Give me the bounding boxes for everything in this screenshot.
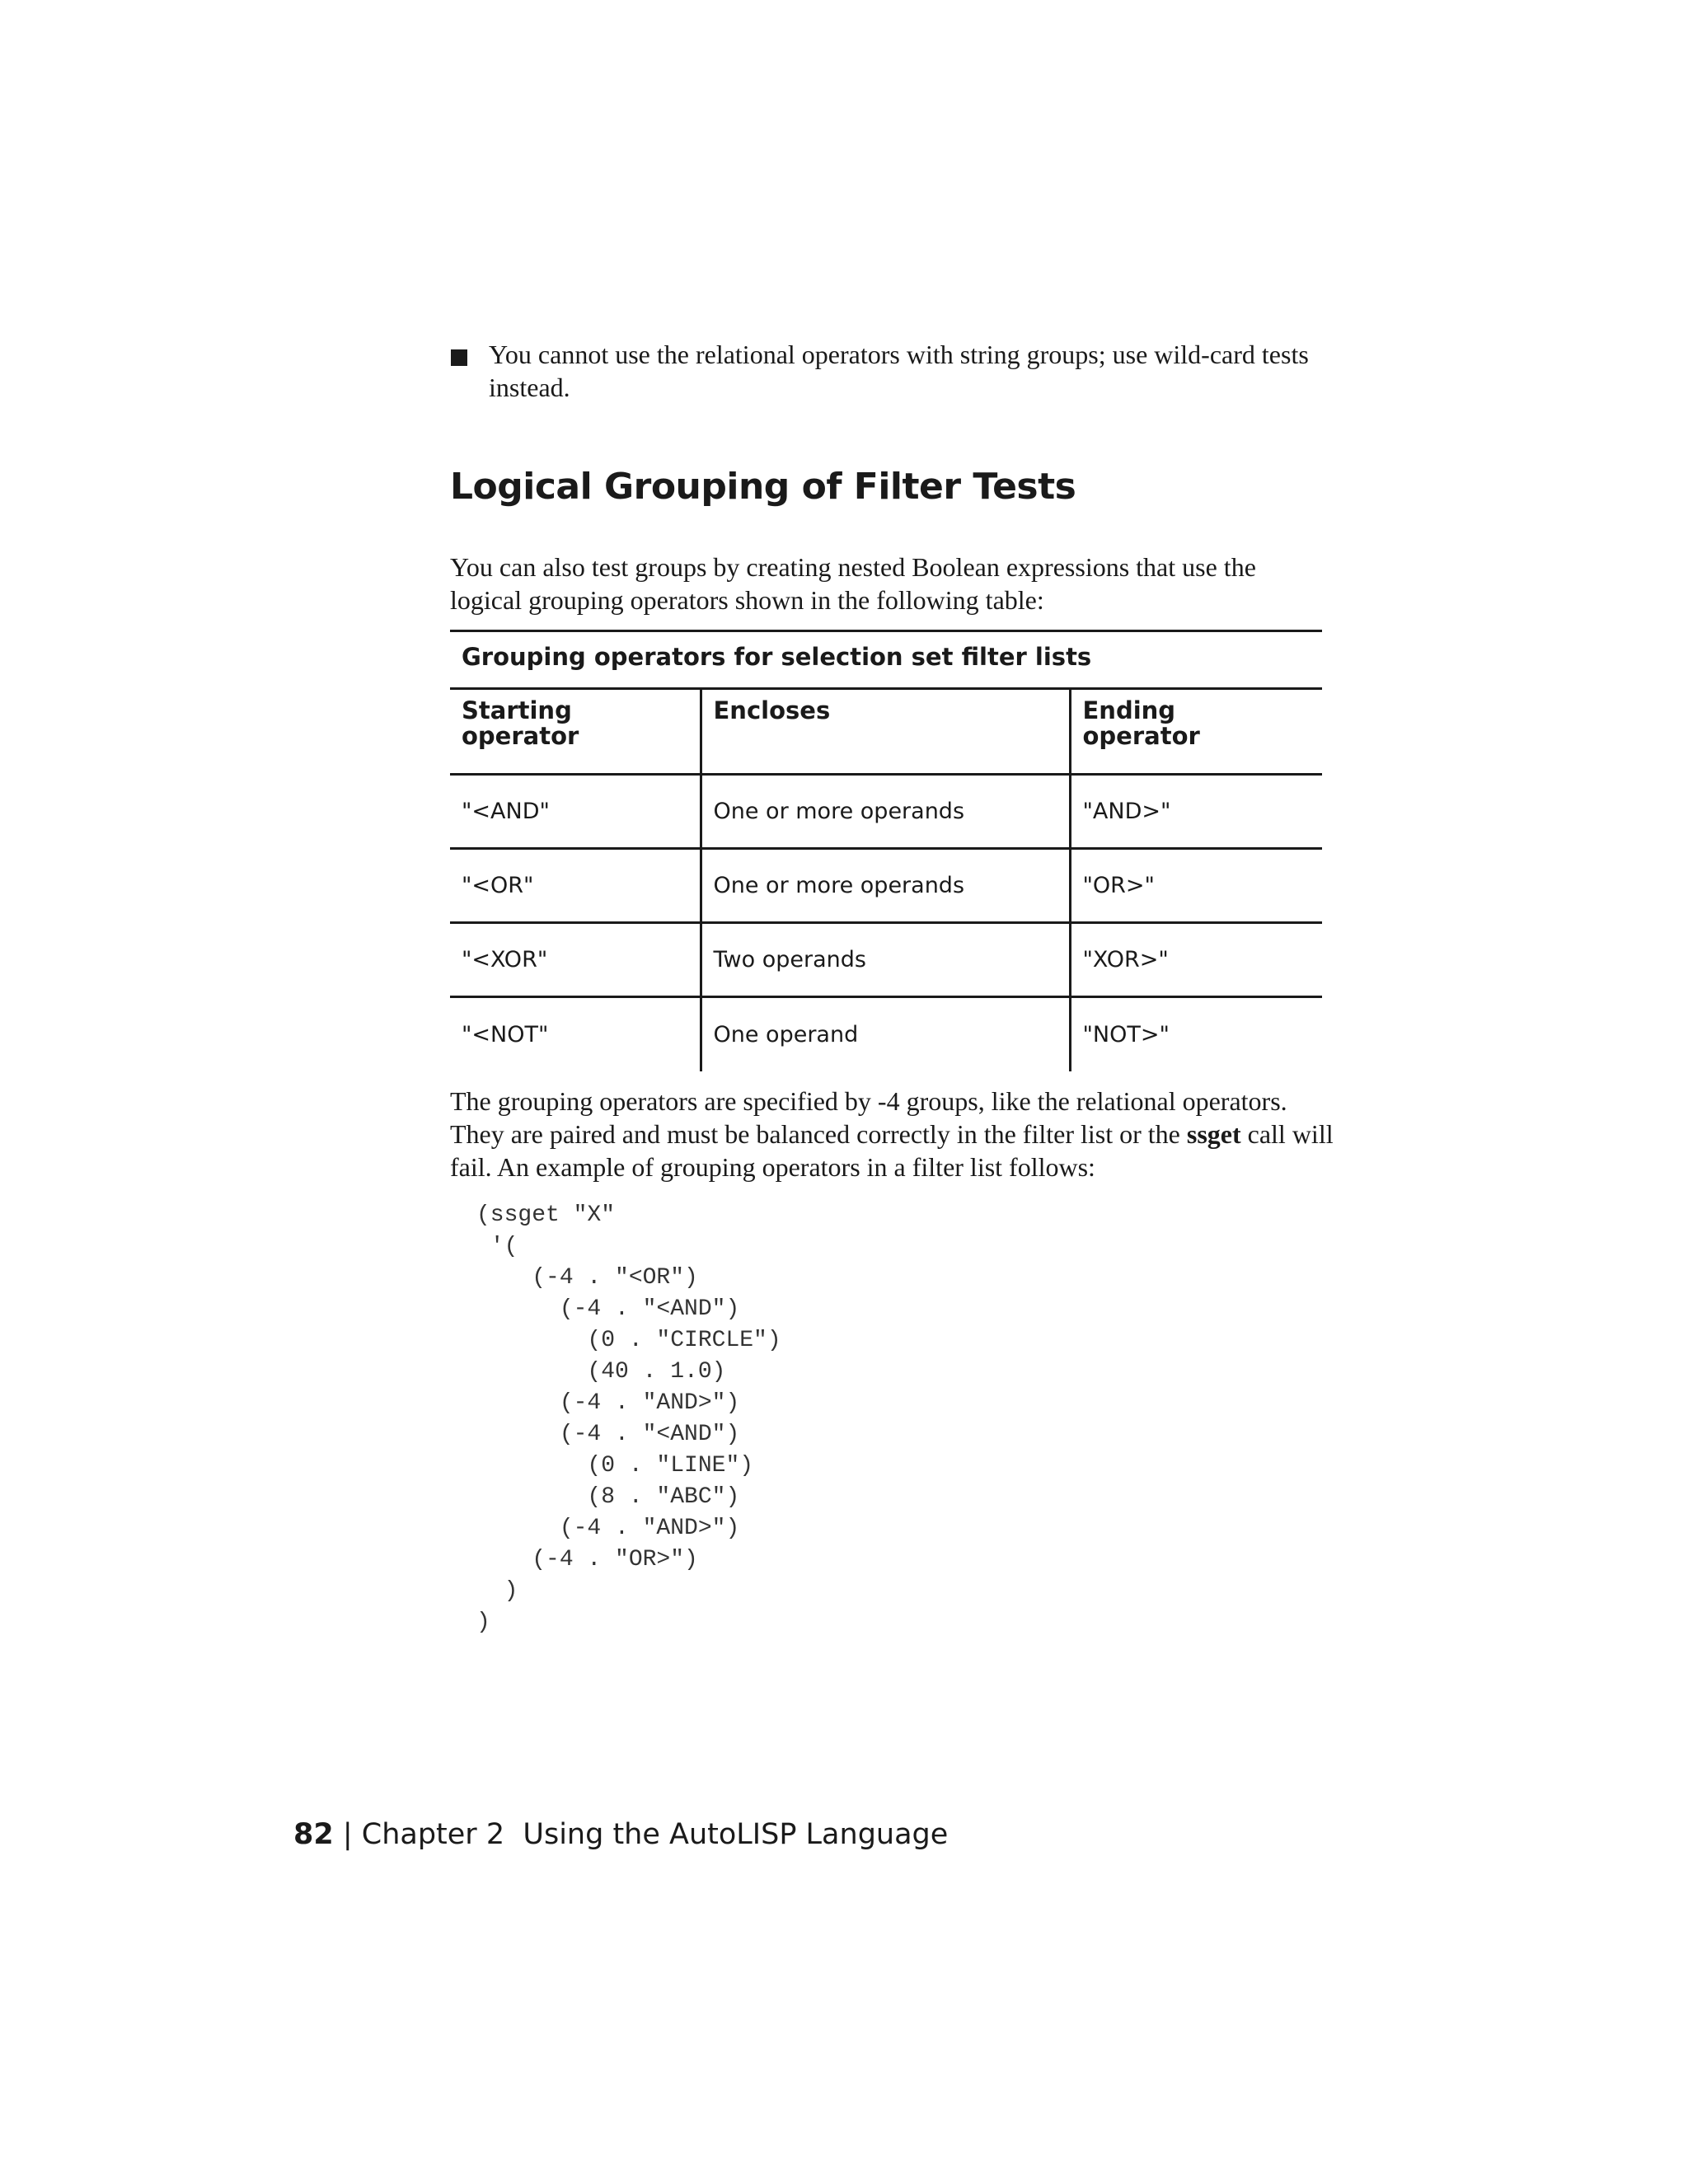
- cell-encloses: One operand: [701, 997, 1070, 1071]
- page-footer: [293, 1818, 948, 1851]
- table-row: [450, 997, 1322, 1071]
- cell-encloses: One or more operands: [701, 849, 1070, 923]
- table-caption: Grouping operators for selection set filter lists: [450, 630, 1322, 686]
- cell-starting-operator: "<OR": [450, 849, 701, 923]
- footer-separator: |: [333, 1818, 362, 1851]
- cell-ending-operator: "XOR>": [1070, 923, 1322, 997]
- bullet-item: [451, 338, 1325, 404]
- intro-paragraph: You can also test groups by creating nested Boolean expressions that use the logical grouping operators shown in the following table:: [450, 552, 1256, 615]
- grouping-operators-table: [450, 687, 1322, 1071]
- table-row: [450, 923, 1322, 997]
- header-starting-operator: Starting operator: [450, 689, 701, 775]
- explain-text-part2: call will fail. An example of grouping operators in a filter list follows:: [450, 1119, 1334, 1182]
- section-heading: Logical Grouping of Filter Tests: [450, 466, 1076, 508]
- explain-text-part1: The grouping operators are specified by -4 groups, like the relational operators. They are paired and must be balanced correctly in the filter list or the: [450, 1086, 1287, 1149]
- bullet-text: You cannot use the relational operators with string groups; use wild-card tests instead.: [489, 340, 1309, 402]
- footer-chapter-title: Using the AutoLISP Language: [523, 1818, 949, 1851]
- header-ending-operator: Ending operator: [1070, 689, 1322, 775]
- cell-starting-operator: "<NOT": [450, 997, 701, 1071]
- footer-chapter: Chapter 2: [361, 1818, 505, 1851]
- table-row: [450, 849, 1322, 923]
- square-bullet-icon: [451, 349, 467, 366]
- explain-paragraph: [450, 1085, 1337, 1183]
- cell-ending-operator: "AND>": [1070, 775, 1322, 849]
- table-row: [450, 775, 1322, 849]
- table-header-row: [450, 689, 1322, 775]
- cell-starting-operator: "<XOR": [450, 923, 701, 997]
- page-number: 82: [293, 1818, 334, 1851]
- code-example: (ssget "X" '( (-4 . "<OR") (-4 . "<AND") (0 . "CIRCLE") (40 . 1.0) (-4 . "AND>") (-4 . "<AND") (0 . "LINE") (8 . "ABC") (-4 . "AND>") (-4 . "OR>") ) ): [476, 1202, 781, 1635]
- cell-encloses: One or more operands: [701, 775, 1070, 849]
- cell-starting-operator: "<AND": [450, 775, 701, 849]
- cell-ending-operator: "NOT>": [1082, 1021, 1170, 1047]
- ssget-term: ssget: [1186, 1119, 1241, 1149]
- header-encloses: Encloses: [701, 689, 1070, 775]
- cell-encloses: Two operands: [701, 923, 1070, 997]
- cell-ending-operator: "OR>": [1070, 849, 1322, 923]
